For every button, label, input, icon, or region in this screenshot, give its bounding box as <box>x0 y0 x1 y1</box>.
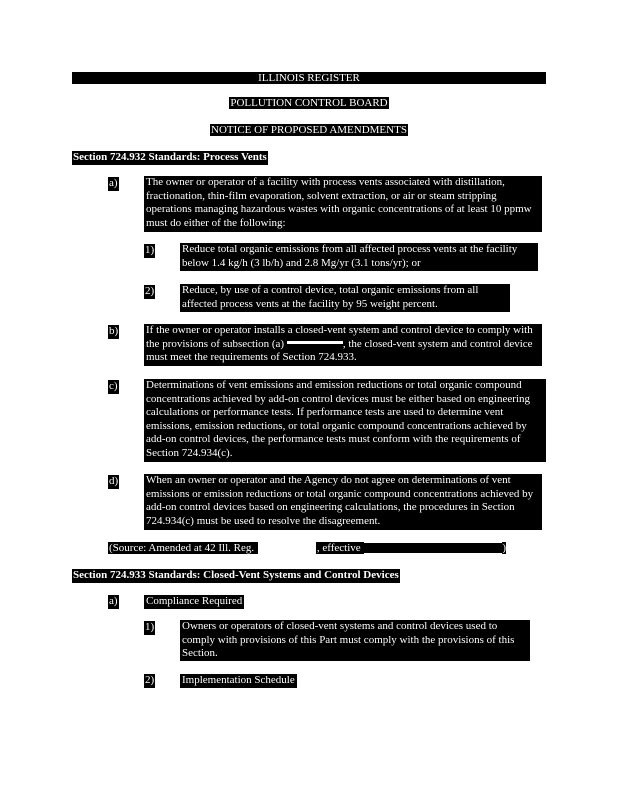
section-932-d-text: When an owner or operator and the Agency do not agree on determinations of vent emissions or emission reductions or total organic compound concentrations achieved by add-on control devices based on engineering calculations, the procedures in Section 724.934(c) must be used to resolve the disagreement. <box>144 474 542 530</box>
notice-title: NOTICE OF PROPOSED AMENDMENTS <box>211 124 407 136</box>
effective-date-blank <box>364 543 502 553</box>
section-932-c-text: Determinations of vent emissions and emission reductions or total organic compound concentrations achieved by add-on control devices must be either based on engineering calculations or performance tests. If performance tests are used to determine vent emissions, emission reductions, or total organic compound concentrations achieved by add-on control devices, the performance tests must conform with the requirements of Section 724.934(c). <box>144 379 546 462</box>
section-932-b-label: b) <box>109 325 119 337</box>
section-932-a-text: The owner or operator of a facility with process vents associated with distillation, fractionation, thin-film evaporation, solvent extraction, or air or steam stripping operations managing hazardous wastes with organic concentrations of at least 10 ppmw must do either of the following: <box>144 176 542 232</box>
section-932-a-label: a) <box>109 177 118 189</box>
section-933-a1-label: 1) <box>145 621 155 633</box>
section-932-b-paragraph <box>144 324 542 366</box>
register-header-bar <box>72 72 546 84</box>
register-title: ILLINOIS REGISTER <box>258 72 360 84</box>
redaction-mark <box>287 341 343 344</box>
section-932-a2-text: Reduce, by use of a control device, total organic emissions from all affected process vents at the facility by 95 weight percent. <box>180 284 510 312</box>
section-933-a2-text: Implementation Schedule <box>182 674 295 686</box>
section-933-a-text: Compliance Required <box>146 595 243 607</box>
source-effective-text: , effective <box>316 542 364 554</box>
section-933-heading: Section 724.933 Standards: Closed-Vent Systems and Control Devices <box>73 569 399 581</box>
section-932-d-label: d) <box>109 475 119 487</box>
section-932-c-label: c) <box>109 380 118 392</box>
section-932-a2-label: 2) <box>145 285 155 297</box>
section-933-a1-text: Owners or operators of closed-vent systems and control devices used to comply with provisions of this Part must comply with the provisions of this Section. <box>180 620 530 661</box>
source-text: (Source: Amended at 42 Ill. Reg. <box>109 542 257 554</box>
section-932-heading: Section 724.932 Standards: Process Vents <box>73 151 267 163</box>
source-note <box>108 542 506 556</box>
notice-title-line <box>72 124 546 138</box>
section-932-b-text-2: , the closed-vent system and control device must meet the requirements of Section 724.933. <box>146 337 533 363</box>
board-title: POLLUTION CONTROL BOARD <box>230 97 388 109</box>
section-932-a1-text: Reduce total organic emissions from all affected process vents at the facility below 1.4 kg/h (3 lb/h) and 2.8 Mg/yr (3.1 tons/yr); or <box>180 243 538 271</box>
section-932-b-text-1: If the owner or operator installs a closed-vent system and control device to comply with the provisions of subsection (a) <box>146 324 533 350</box>
source-close-paren: ) <box>502 542 507 554</box>
section-933-a-label: a) <box>109 595 118 607</box>
section-932-a1-label: 1) <box>145 244 155 256</box>
section-933-a2-label: 2) <box>145 674 155 686</box>
board-title-line <box>72 97 546 111</box>
